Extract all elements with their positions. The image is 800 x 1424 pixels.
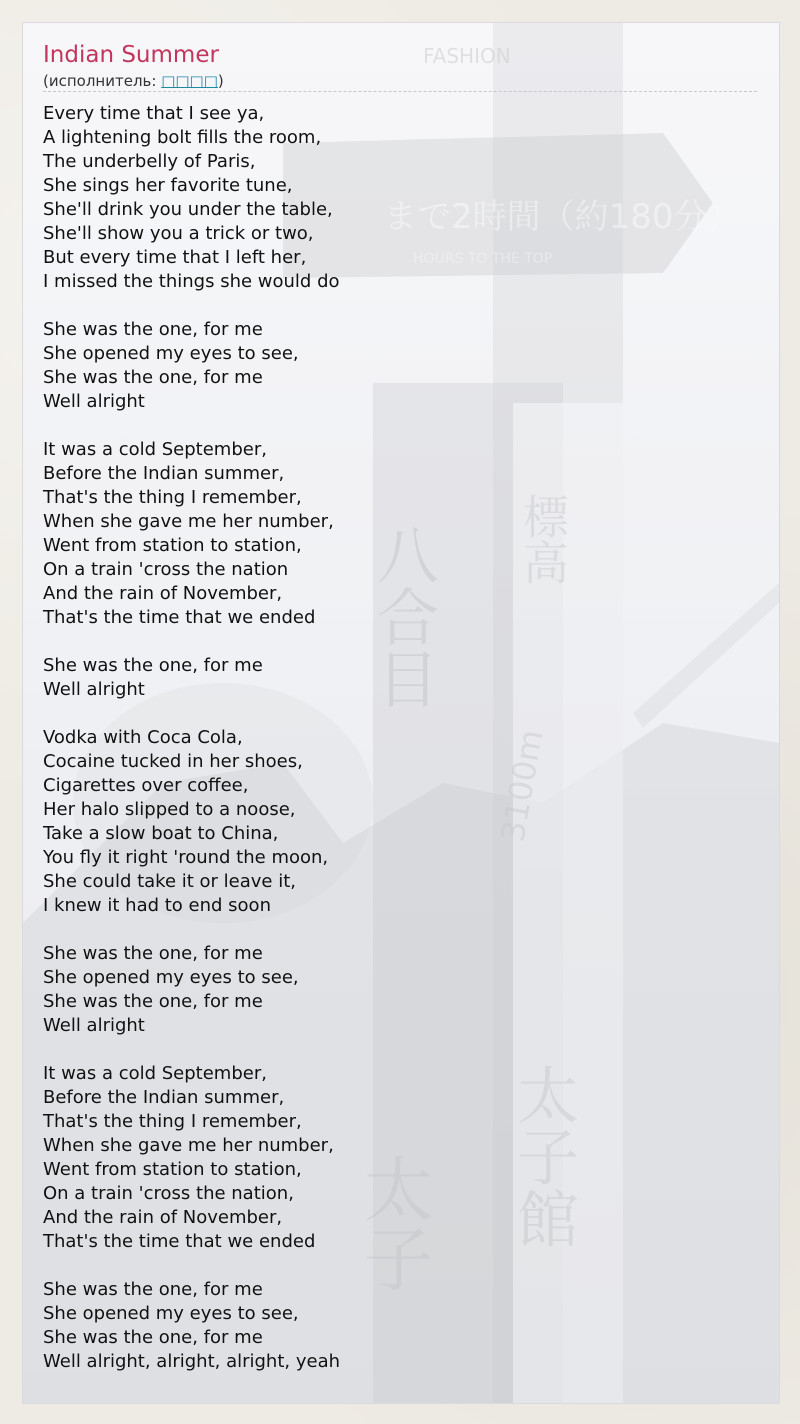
song-content xyxy=(43,41,759,1374)
sign-altitude-text: 3100m xyxy=(493,726,551,845)
artist-line xyxy=(43,71,757,92)
artist-link[interactable]: □□□□ xyxy=(161,72,218,90)
sign-small-text: HOURS TO THE TOP xyxy=(413,251,553,267)
artist-prefix: (исполнитель: xyxy=(43,72,162,90)
artist-suffix: ) xyxy=(217,72,224,90)
sign-middle-text: まで2時間（約180分） xyxy=(383,197,742,237)
sign-bottom-right-kanji: 太子館 xyxy=(506,1063,580,1249)
song-title: Indian Summer xyxy=(43,42,219,68)
lyrics-text: Every time that I see ya, A lightening bolt fills the room, The underbelly of Paris, She sings her favorite tune, She'll drink you under the table, She'll show you a trick or two, But every time that I left her, I missed the things she would do She was the one, for me She opened my eyes to see, She was the one, for me Well alright It was a cold September, Before the Indian summer, That's the thing I remember, When she gave me her number, Went from station to station, On a train 'cross the nation And the rain of November, That's the time that we ended She was the one, for me Well alright Vodka with Coca Cola, Cocaine tucked in her shoes, Cigarettes over coffee, Her halo slipped to a noose, Take a slow boat to China, You fly it right 'round the moon, She could take it or leave it, I knew it had to end soon She was the one, for me She opened my eyes to see, She was the one, for me Well alright It was a cold September, Before the Indian summer, That's the thing I remember, When she gave me her number, Went from station to station, On a train 'cross the nation, And the rain of November, That's the time that we ended She was the one, for me She opened my eyes to see, She was the one, for me Well alright, alright, alright, yeah xyxy=(43,103,341,1372)
sign-left-kanji: 八合目 xyxy=(366,523,440,709)
sign-bottom-left-kanji: 太子 xyxy=(352,1153,434,1293)
sign-right-kanji: 標高 xyxy=(516,493,570,585)
lyrics-card xyxy=(22,22,780,1404)
sign-top-text: FASHION xyxy=(423,44,511,68)
